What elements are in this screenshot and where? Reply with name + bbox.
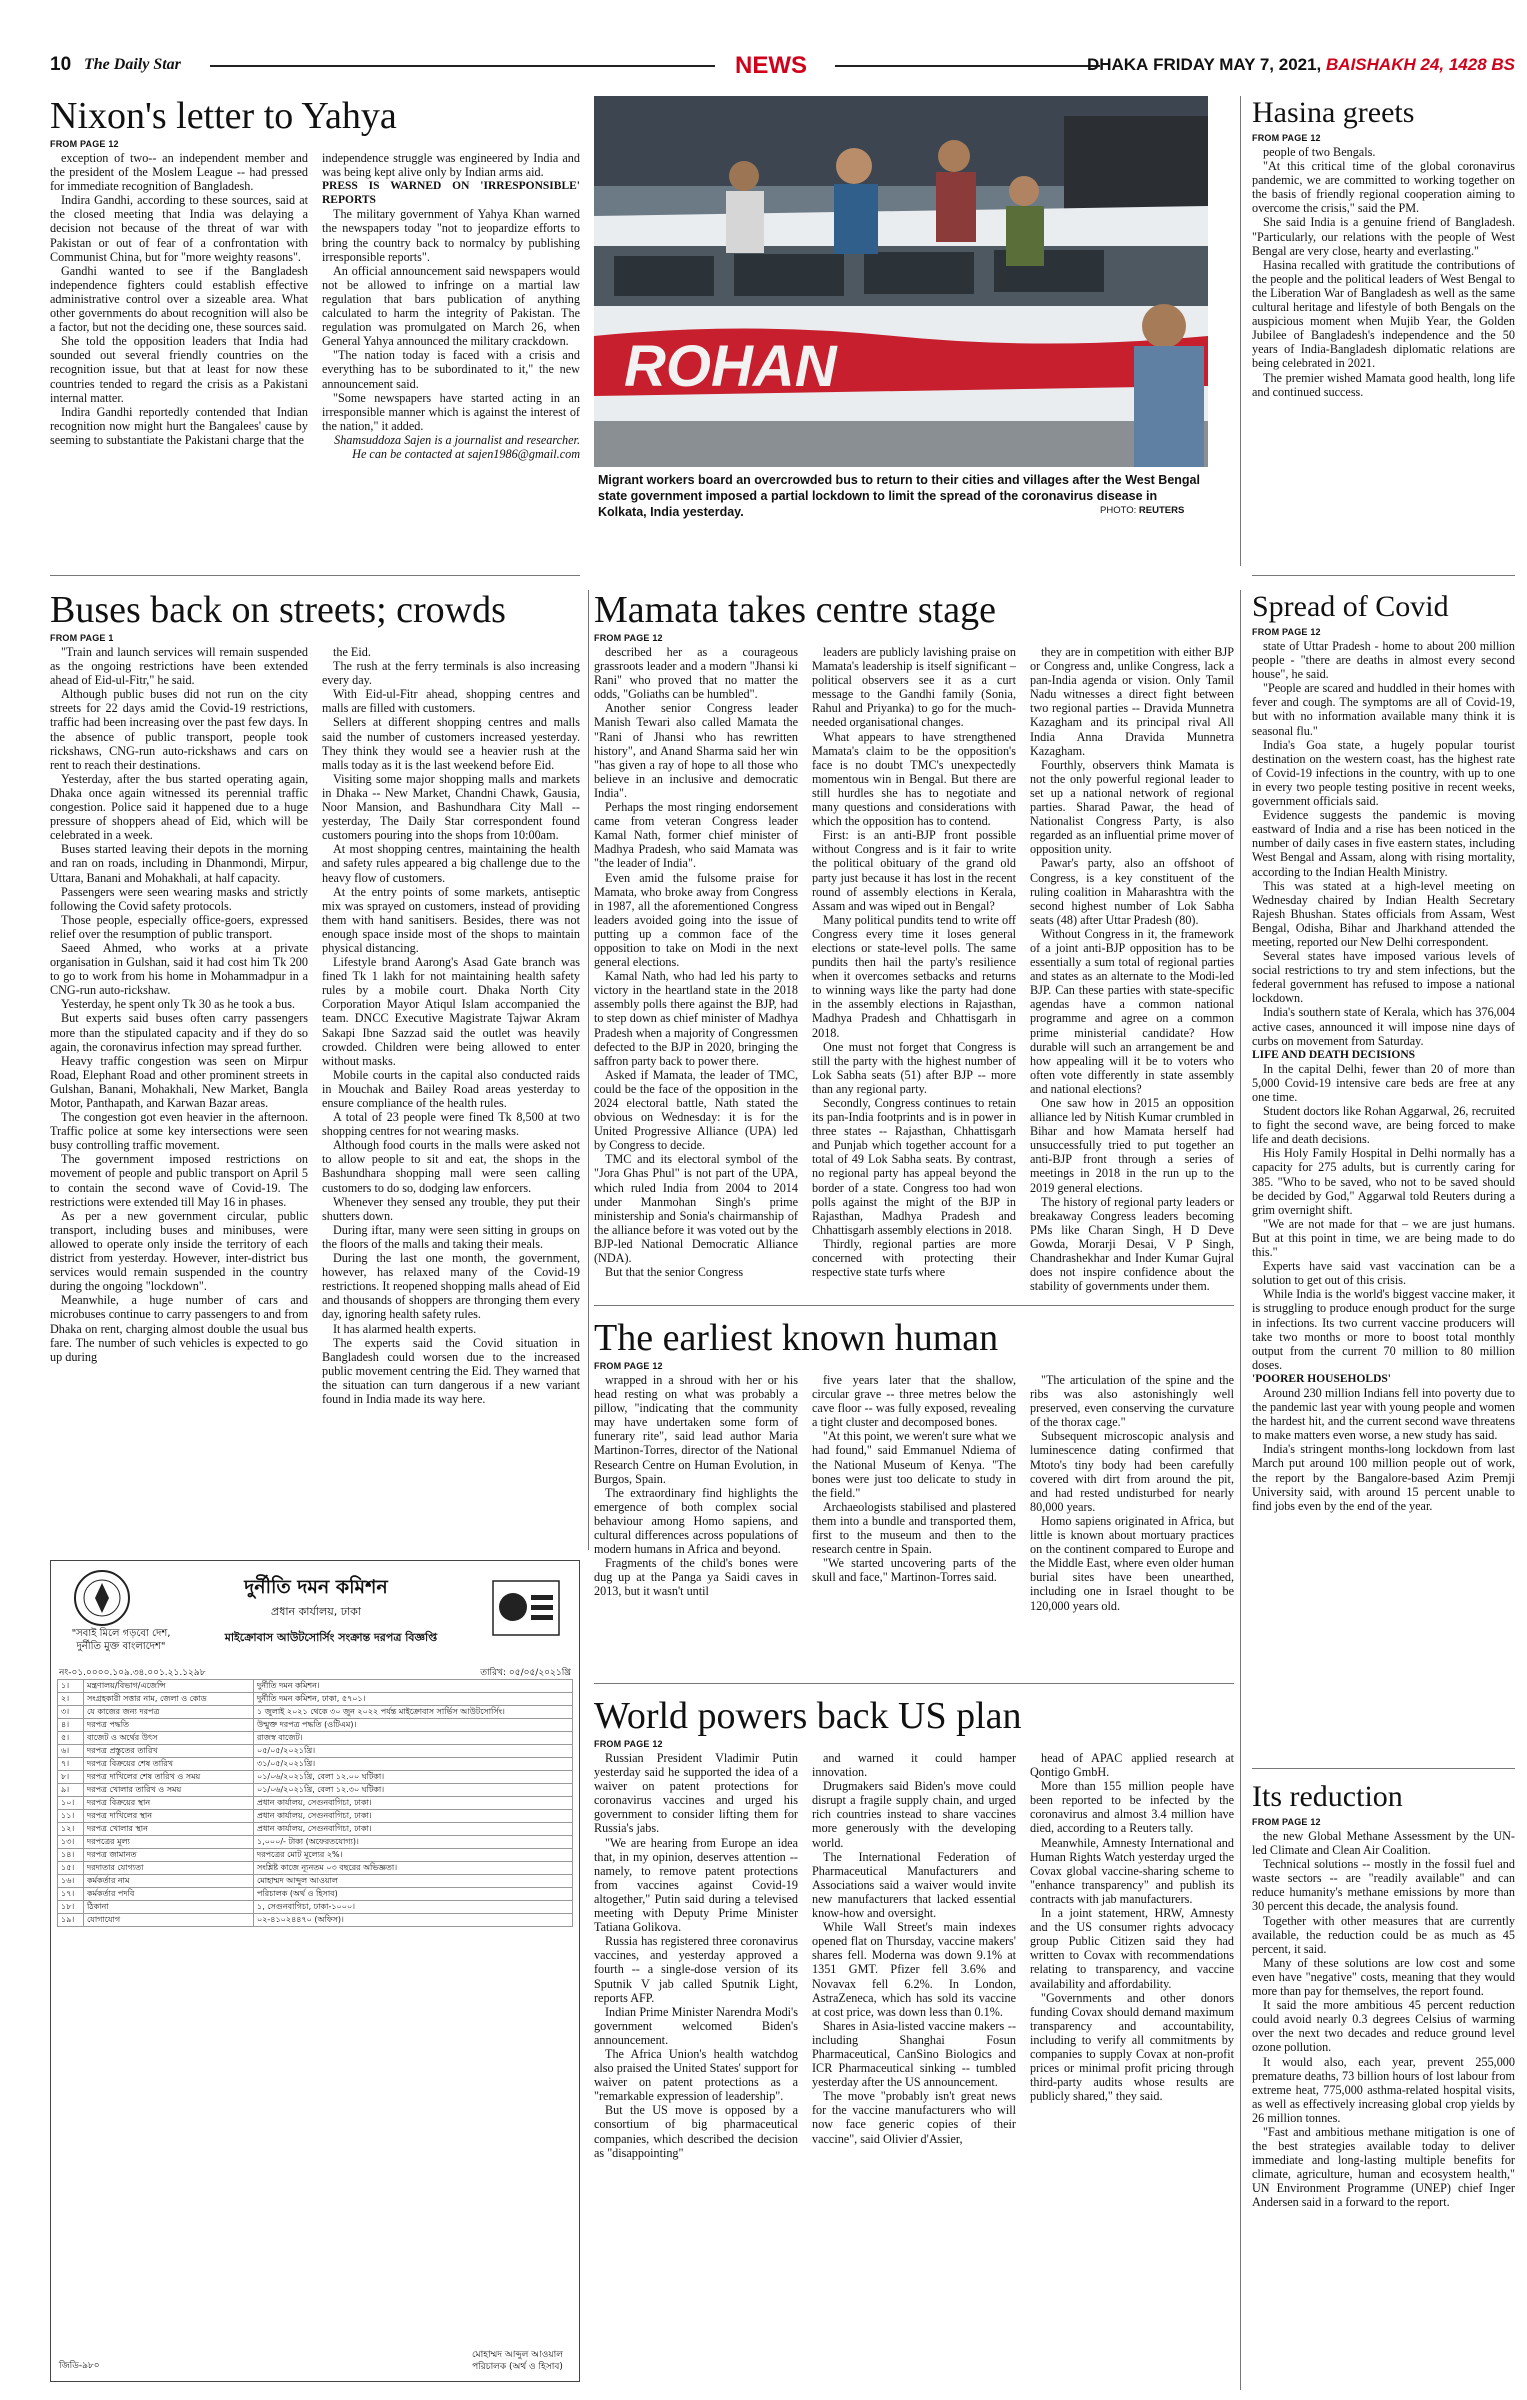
paragraph: Russia has registered three coronavirus vaccines, and yesterday approved a fourth -- a single-dose version of its Sputnik V jab called Sputnik Light, reports AFP. bbox=[594, 1934, 798, 2005]
paragraph: they are in competition with either BJP or Congress and, unlike Congress, lack a pan-India agenda or vision. Only Tamil Nadu witnesses a direct fight between two regional parties -- Dravida Munnetra Kazagham and its principal rival All India Anna Dravida Munnetra Kazagham. bbox=[1030, 645, 1234, 758]
paragraph: With Eid-ul-Fitr ahead, shopping centres and malls are filled with customers. bbox=[322, 687, 580, 716]
paragraph: "Some newspapers have started acting in an irresponsible manner which is against the interest of the nation," it added. bbox=[322, 390, 580, 433]
table-cell: দরপত্র পদ্ধতি bbox=[84, 1719, 254, 1732]
paragraph: Although food courts in the malls were asked not to allow people to sit and eat, the shops in the Bashundhara shopping mall were seen calling customers to do so, dodging law enforcers. bbox=[322, 1138, 580, 1195]
paragraph: Another senior Congress leader Manish Tewari also called Mamata the "Rani of Jhansi who has rewritten history", and Anand Sharma said her win "has given a ray of hope to all those who believe in an inclusive and democratic India". bbox=[594, 701, 798, 800]
from-page: FROM PAGE 12 bbox=[1252, 133, 1321, 143]
paragraph: Lifestyle brand Aarong's Asad Gate branch was fined Tk 1 lakh for not maintaining health safety rules by a mobile court. Dhaka North City Corporation Mayor Atiqul Islam accompanied the team. DNCC Executive Magistrate Tajwar Akram Sakapi Ibne Sazzad said the outlet was heavily crowded. Children were being allowed to enter without masks. bbox=[322, 955, 580, 1068]
paragraph: Meanwhile, Amnesty International and Human Rights Watch yesterday urged the Covax global vaccine-sharing scheme to "enhance transparency" and publish its contracts with jab manufacturers. bbox=[1030, 1835, 1234, 1906]
paragraph: and warned it could hamper innovation. bbox=[812, 1751, 1016, 1780]
paragraph: She told the opposition leaders that India had sounded out several friendly countries on the recognition issue, but that at least for now these countries tended to regard the crisis as a Pakistani internal matter. bbox=[50, 334, 308, 405]
table-cell: প্রধান কার্যালয়, সেগুনবাগিচা, ঢাকা। bbox=[254, 1797, 573, 1810]
article-emissions bbox=[1252, 1780, 1515, 2389]
paragraph: Archaeologists stabilised and plastered them into a bundle and transported them, first to the museum and then to the research centre in Spain. bbox=[812, 1499, 1016, 1557]
masthead-rule-right bbox=[835, 65, 1100, 67]
table-cell: ১৮। bbox=[58, 1901, 84, 1914]
table-cell: দরপত্রের মোট মূল্যের ২%। bbox=[254, 1849, 573, 1862]
divider bbox=[1252, 575, 1515, 576]
table-row bbox=[58, 1914, 573, 1927]
paragraph: The premier wished Mamata good health, long life and continued success. bbox=[1252, 370, 1515, 399]
paragraph: What appears to have strengthened Mamata's claim to be the opposition's face is no doubt TMC's unexpectedly momentous win in Bengal. But there are still hurdles she has to negotiate and many questions and considerations with which the opposition has to contend. bbox=[812, 729, 1016, 829]
paragraph: Gandhi wanted to see if the Bangladesh independence fighters could establish effective administrative control over a sizeable area. What other governments do about recognition will also be a factor, but not the deciding one, these sources said. bbox=[50, 263, 308, 335]
from-page: FROM PAGE 12 bbox=[594, 1739, 663, 1749]
paragraph: While Wall Street's main indexes opened flat on Thursday, vaccine makers' shares fell. Moderna was down 9.1% at 1351 GMT. Pfizer fell 3.6% and Novavax fell 6.2%. In London, AstraZeneca, which has sold its vaccine at cost price, was down less than 0.1%. bbox=[812, 1920, 1016, 2019]
table-cell: ১৬। bbox=[58, 1875, 84, 1888]
paragraph: It has alarmed health experts. bbox=[333, 1321, 477, 1336]
paragraph: five years later that the shallow, circular grave -- three metres below the cave floor -- was fully exposed, revealing a tight cluster and decomposed bones. bbox=[812, 1373, 1016, 1430]
paragraph: exception of two-- an independent member and the president of the Moslem League -- had pressed for immediate recognition of Bangladesh. bbox=[50, 151, 308, 194]
paragraph: During iftar, many were seen sitting in groups on the floors of the malls and taking their meals. bbox=[322, 1222, 580, 1251]
paragraph: Shares in Asia-listed vaccine makers -- including Shanghai Fosun Pharmaceutical, CanSino Biologics and ICR Pharmaceutical sinking -- tumbled yesterday after the US announcement. bbox=[812, 2018, 1016, 2090]
acc-logo-icon bbox=[73, 1569, 131, 1627]
table-cell: ১, সেগুনবাগিচা, ঢাকা-১০০০। bbox=[254, 1901, 573, 1914]
paragraph: head of APAC applied research at Qontigo GmbH. bbox=[1030, 1751, 1234, 1780]
headline: Nixon's letter to Yahya bbox=[50, 95, 397, 137]
article-column bbox=[1252, 1829, 1515, 2389]
paragraph: But that the senior Congress bbox=[605, 1265, 744, 1280]
table-cell: ১১। bbox=[58, 1810, 84, 1823]
table-row bbox=[58, 1732, 573, 1745]
paragraph: As per a new government circular, public transport, including buses and minibuses, were allowed to operate only inside the territory of each district from yesterday. However, inter-district bus services would remain suspended in the country during the ongoing "lockdown". bbox=[50, 1208, 308, 1294]
photo-caption: Migrant workers board an overcrowded bus to return to their cities and villages after the West Bengal state government imposed a partial lockdown to limit the spread of the coronavirus disease in Kolkata, India yesterday. bbox=[598, 473, 1200, 519]
from-page: FROM PAGE 1 bbox=[50, 633, 114, 643]
paragraph: state of Uttar Pradesh - home to about 200 million people - "there are deaths in almost every second house", he said. bbox=[1252, 639, 1515, 682]
table-row bbox=[58, 1680, 573, 1693]
table-cell: দরপত্র দাখিলের শেষ তারিখ ও সময় bbox=[84, 1771, 254, 1784]
paragraph: Subsequent microscopic analysis and luminescence dating confirmed that Mtoto's tiny body had been carefully covered with dirt from around the pit, and had rested undisturbed for nearly 80,000 years. bbox=[1030, 1429, 1234, 1514]
table-cell: দরদাতার যোগ্যতা bbox=[84, 1862, 254, 1875]
paragraph: "We are hearing from Europe an idea that, in my opinion, deserves attention -- namely, to remove patent protections from vaccines against Covid-19 altogether," Putin said during a televised meeting with Deputy Prime Minister Tatiana Golikova. bbox=[594, 1835, 798, 1935]
divider bbox=[1240, 96, 1241, 566]
subhead: 'POORER HOUSEHOLDS' bbox=[1252, 1372, 1391, 1385]
paragraph: Heavy traffic congestion was seen on Mirpur Road, Elephant Road and other prominent streets in Gulshan, Banani, Mohakhali, New Market, Bangla Motor, Panthapath, and Karwan Bazar areas. bbox=[50, 1053, 308, 1110]
ad-signature: মোহাম্মদ আব্দুল আওয়াল পরিচালক (অর্থ ও হিসাব) bbox=[472, 2350, 563, 2372]
paragraph: India's southern state of Kerala, which has 376,004 active cases, announced it will impose nine days of curbs on movement from Saturday. bbox=[1252, 1005, 1515, 1048]
table-cell: মোহাম্মদ আব্দুল আওয়াল bbox=[254, 1875, 573, 1888]
table-cell: ০১/০৬/২০২১খ্রি, বেলা ১২.৩০ ঘটিকা। bbox=[254, 1784, 573, 1797]
paragraph: Even amid the fulsome praise for Mamata, who broke away from Congress in 1987, all the aforementioned Congress leaders avoided going into the issue of putting up a common face of the opposition to take on Modi in the next general elections. bbox=[594, 870, 798, 970]
paragraph: people of two Bengals. bbox=[1263, 145, 1376, 159]
table-cell: ১৩। bbox=[58, 1836, 84, 1849]
page-number: 10 bbox=[50, 54, 72, 75]
table-cell: ০৫/০৫/২০২১খ্রি। bbox=[254, 1745, 573, 1758]
paragraph: The move "probably isn't great news for the vaccine manufacturers who will now face generic copies of their vaccine", said Olivier d'Assier, bbox=[812, 2089, 1016, 2146]
article-buses bbox=[50, 590, 580, 1570]
paragraph: Fourthly, observers think Mamata is not the only powerful regional leader to set up a national network of regional parties. Sharad Pawar, the head of Nationalist Congress Party, is also regarded as an influential prime mover of opposition unity. bbox=[1030, 757, 1234, 857]
paragraph: Homo sapiens originated in Africa, but little is known about mortuary practices on the continent compared to Europe and the Middle East, where even older human burial sites have been unearthed, including one in Israel thought to be 120,000 years old. bbox=[1030, 1513, 1234, 1613]
tender-advertisement bbox=[50, 1560, 580, 2382]
paragraph: Sellers at different shopping centres and malls said the number of customers increased yesterday. They think they would see a heavier rush at the malls today as it is the last weekend before Eid. bbox=[322, 715, 580, 772]
article-column bbox=[50, 151, 308, 591]
paragraph: Drugmakers said Biden's move could disrupt a fragile supply chain, and urged rich countries instead to share vaccines more generously with the developing world. bbox=[812, 1779, 1016, 1850]
paragraph: Many of these solutions are low cost and some even have "negative" costs, meaning that they would more than pay for themselves, the report found. bbox=[1252, 1955, 1515, 1999]
table-row bbox=[58, 1706, 573, 1719]
table-cell: দরপত্র খোলার তারিখ ও সময় bbox=[84, 1784, 254, 1797]
from-page: FROM PAGE 12 bbox=[1252, 1817, 1321, 1827]
table-cell: ৩। bbox=[58, 1706, 84, 1719]
article-column bbox=[1252, 145, 1515, 399]
paragraph: The history of regional party leaders or breakaway Congress leaders becoming PMs like Charan Singh, H D Deve Gowda, Morarji Desai, V P Singh, Chandrashekhar and Inder Kumar Gujral does not inspire confidence about the stability of governments under them. bbox=[1030, 1194, 1234, 1294]
paragraph: Although public buses did not run on the city streets for 22 days amid the Covid-19 restrictions, traffic had been increasing over the past few days. In the absence of public transport, people took rickshaws, CNG-run auto-rickshaws and cars on rent to reach their destinations. bbox=[50, 687, 308, 772]
table-cell: দরপত্র বিক্রয়ের শেষ তারিখ bbox=[84, 1758, 254, 1771]
paragraph: His Holy Family Hospital in Delhi normally has a capacity for 275 adults, but is currently caring for 385. "Who to be saved, who not to be saved should be decided by God," Aggarwal told Reuters during a grim overnight shift. bbox=[1252, 1146, 1515, 1217]
table-cell: ৮। bbox=[58, 1771, 84, 1784]
ad-code: জিডি-৯৮০ bbox=[59, 2361, 100, 2371]
paragraph: Russian President Vladimir Putin yesterday said he supported the idea of a waiver on patent protections for coronavirus vaccines and urged his government to consider lifting them for Russia's jabs. bbox=[594, 1751, 798, 1836]
article-hasina bbox=[1252, 96, 1515, 399]
paragraph: The rush at the ferry terminals is also increasing every day. bbox=[322, 659, 580, 688]
table-cell: কর্মকর্তার পদবি bbox=[84, 1888, 254, 1901]
article-world bbox=[594, 1696, 1234, 2391]
paragraph: leaders are publicly lavishing praise on Mamata's leadership is itself significant – political observers see it as a curt message to the Gandhi family (Sonia, Rahul and Priyanka) to go for the much-needed organisational changes. bbox=[812, 645, 1016, 730]
paragraph: "People are scared and huddled in their homes with fever and cough. The symptoms are all of Covid-19, but with no information available many think it is seasonal flu." bbox=[1252, 681, 1515, 738]
paragraph: Hasina recalled with gratitude the contributions of the people and the political leaders of West Bengal to the Liberation War of Bangladesh as well as the same cultural heritage and lifestyle of both Bengals on the auspicious moment when Mujib Year, the Golden Jubilee of Bangladesh's independence and the 50 years of India-Bangladesh diplomatic relations are being celebrated in 2021. bbox=[1252, 257, 1515, 371]
table-cell: দুর্নীতি দমন কমিশন, ঢাকা, ৫৭০১। bbox=[254, 1693, 573, 1706]
paragraph: Secondly, Congress continues to retain its pan-India footprints and is in power in three states -- Rajasthan, Chhattisgarh and Punjab which together account for a total of 49 Lok Sabha seats. By contrast, no regional party has appeal beyond the border of a state. Congress too had won polls against the might of the BJP in Rajasthan, Madhya Pradesh and Chhattisgarh assembly elections in 2018. bbox=[812, 1096, 1016, 1237]
article-column bbox=[1030, 1373, 1234, 1673]
paragraph: Without Congress in it, the framework of a joint anti-BJP opposition has to be essentially a sum total of regional parties and states as an alternate to the Modi-led BJP. Can these parties with state-specific agendas have a common national programme and agree on a common prime ministerial candidate? How durable will such an arrangement be and how appealing will it be to voters who often vote differently in state assembly and national elections? bbox=[1030, 926, 1234, 1096]
headline: Spread of Covid bbox=[1252, 590, 1449, 623]
table-row bbox=[58, 1719, 573, 1732]
paragraph: It would also, each year, prevent 255,000 premature deaths, 73 billion hours of lost labour from extreme heat, 775,000 asthma-related hospital visits, as well as effectively increasing global crop yields by 26 million tonnes. bbox=[1252, 2054, 1515, 2125]
paragraph: The government imposed restrictions on movement of people and public transport on April 5 to contain the second wave of Covid-19. The restrictions were extended till May 16 in phases. bbox=[50, 1152, 308, 1209]
table-row bbox=[58, 1849, 573, 1862]
paragraph: The extraordinary find highlights the emergence of both complex social behaviour among Homo sapiens, and cultural differences across populations of modern humans in Africa and beyond. bbox=[594, 1485, 798, 1557]
paragraph: This was stated at a high-level meeting on Wednesday chaired by Indian Health Secretary Rajesh Bhushan. States officials from Assam, West Bengal, Odisha, Bihar and Jharkhand attended the meeting, reported our New Delhi correspondent. bbox=[1252, 878, 1515, 949]
ad-reference: নং-০১.০০০০.১০৯.৩৪.০০১.২১.১২৯৮ bbox=[59, 1668, 206, 1678]
paragraph: In the capital Delhi, fewer than 20 of more than 5,000 Covid-19 intensive care beds are free at any one time. bbox=[1252, 1061, 1515, 1104]
from-page: FROM PAGE 12 bbox=[1252, 627, 1321, 637]
mujib-year-badge-icon bbox=[491, 1579, 561, 1637]
table-cell: দুর্নীতি দমন কমিশন। bbox=[254, 1680, 573, 1693]
table-row bbox=[58, 1745, 573, 1758]
article-column bbox=[50, 645, 308, 1570]
paragraph: The International Federation of Pharmaceutical Manufacturers and Associations said a waiver would invite new manufacturers that lacked essential know-how and oversight. bbox=[812, 1849, 1016, 1921]
article-column bbox=[322, 645, 580, 1570]
paragraph: Asked if Mamata, the leader of TMC, could be the face of the opposition in the 2024 electoral battle, Nath stated the obvious on Wednesday: it is for the United Progressive Alliance (UPA) led by Congress to decide. bbox=[594, 1067, 798, 1153]
article-nixon bbox=[50, 96, 580, 591]
table-cell: ১০। bbox=[58, 1797, 84, 1810]
table-cell: মন্ত্রণালয়/বিভাগ/এজেন্সি bbox=[84, 1680, 254, 1693]
ad-subtitle: প্রধান কার্যালয়, ঢাকা bbox=[270, 1605, 361, 1618]
masthead-rule-left bbox=[210, 65, 715, 67]
subhead: PRESS IS WARNED ON 'IRRESPONSIBLE' REPORTS bbox=[322, 180, 580, 207]
paragraph: Technical solutions -- mostly in the fossil fuel and waste sectors -- are "readily available" and can reduce humanity's methane emissions by more than 30 percent this decade, the analysis found. bbox=[1252, 1857, 1515, 1914]
table-cell: ঠিকানা bbox=[84, 1901, 254, 1914]
table-cell: দরপত্র বিক্রয়ের স্থান bbox=[84, 1797, 254, 1810]
table-cell: ১৯। bbox=[58, 1914, 84, 1927]
from-page: FROM PAGE 12 bbox=[594, 633, 663, 643]
table-cell: ১ জুলাই ২০২১ থেকে ৩০ জুন ২০২২ পর্যন্ত মাইক্রোবাস সার্ভিস আউটসোর্সিং। bbox=[254, 1706, 573, 1719]
article-covid bbox=[1252, 590, 1515, 1789]
paragraph: Thirdly, regional parties are more concerned with protecting their respective state turfs where bbox=[812, 1236, 1016, 1280]
paragraph: TMC and its electoral symbol of the "Jora Ghas Phul" is not part of the UPA, which ruled India from 2004 to 2014 under Manmohan Singh's prime ministership and Sonia's chairmanship of the alliance before it was voted out by the BJP-led National Democratic Alliance (NDA). bbox=[594, 1152, 798, 1266]
table-row bbox=[58, 1875, 573, 1888]
photo-credit: PHOTO: REUTERS bbox=[1100, 505, 1185, 516]
table-cell: পরিচালক (অর্থ ও হিসাব) bbox=[254, 1888, 573, 1901]
table-cell: ৫। bbox=[58, 1732, 84, 1745]
paragraph: At most shopping centres, maintaining the health and safety rules appeared a big challenge due to the heavy flow of customers. bbox=[322, 842, 580, 885]
article-column bbox=[812, 1373, 1016, 1673]
paragraph: Mobile courts in the capital also conducted raids in Mouchak and Bailey Road areas yesterday to ensure compliance of the health rules. bbox=[322, 1067, 580, 1110]
divider bbox=[50, 575, 580, 576]
table-cell: ৯। bbox=[58, 1784, 84, 1797]
paragraph: Fragments of the child's bones were dug up at the Panga ya Saidi caves in 2013, but it wasn't until bbox=[594, 1556, 798, 1599]
headline: Hasina greets bbox=[1252, 96, 1415, 129]
table-cell: রাজস্ব বাজেট। bbox=[254, 1732, 573, 1745]
ad-motto: "সবাই মিলে গড়বো দেশ, দুর্নীতি মুক্ত বাংলাদেশ" bbox=[71, 1628, 171, 1652]
paragraph: India's Goa state, a hugely popular tourist destination on the western coast, has the highest rate of Covid-19 infections in the country, with up to one in every two people testing positive in recent weeks, government officials said. bbox=[1252, 737, 1515, 809]
article-column bbox=[594, 1373, 798, 1673]
article-column bbox=[1252, 639, 1515, 1789]
table-row bbox=[58, 1836, 573, 1849]
paragraph: the new Global Methane Assessment by the UN-led Climate and Clean Air Coalition. bbox=[1252, 1829, 1515, 1858]
photo-bus bbox=[594, 96, 1208, 467]
paragraph: More than 155 million people have been reported to be infected by the coronavirus and almost 3.4 million have died, according to a Reuters tally. bbox=[1030, 1779, 1234, 1836]
table-row bbox=[58, 1771, 573, 1784]
table-cell: কর্মকর্তার নাম bbox=[84, 1875, 254, 1888]
paragraph: But experts said buses often carry passengers more than the stipulated capacity and if they do so again, the coronavirus infection may spread further. bbox=[50, 1011, 308, 1054]
paragraph: Yesterday, after the bus started operating again, Dhaka once again witnessed its perennial traffic congestion. Police said it happened due to a huge pressure of shoppers ahead of Eid, which will be celebrated in a week. bbox=[50, 771, 308, 843]
headline: Mamata takes centre stage bbox=[594, 589, 996, 631]
table-cell: ৩১/০৫/২০২১খ্রি। bbox=[254, 1758, 573, 1771]
paragraph: Buses started leaving their depots in the morning and ran on roads, including in Dhanmondi, Mirpur, Uttara, Banani and Mohakhali, at half capacity. bbox=[50, 842, 308, 885]
paragraph: Evidence suggests the pandemic is moving eastward of India and a rise has been noticed in the number of daily cases in five eastern states, including West Bengal and Assam, along with rising mortality, according to the Indian Health Ministry. bbox=[1252, 808, 1515, 879]
paragraph: Perhaps the most ringing endorsement came from veteran Congress leader Kamal Nath, former chief minister of Madhya Pradesh, who said Mamata was "the leader of India". bbox=[594, 800, 798, 871]
table-cell: ১৭। bbox=[58, 1888, 84, 1901]
article-column bbox=[594, 645, 798, 1295]
paragraph: A total of 23 people were fined Tk 8,500 at two shopping centres for not wearing masks. bbox=[322, 1110, 580, 1139]
paragraph: "Governments and other donors funding Covax should demand maximum transparency and accountability, including to verify all commitments by companies to supply Covax at non-profit prices or minimal profit pricing through third-party audits whose results are publicly shared," they said. bbox=[1030, 1990, 1234, 2104]
paragraph: the Eid. bbox=[333, 645, 371, 659]
table-row bbox=[58, 1888, 573, 1901]
divider bbox=[1252, 1768, 1515, 1769]
table-cell: যে কাজের জন্য দরপত্র bbox=[84, 1706, 254, 1719]
paragraph: Whenever they sensed any trouble, they put their shutters down. bbox=[322, 1194, 580, 1223]
ad-heading: মাইক্রোবাস আউটসোর্সিং সংক্রান্ত দরপত্র বিজ্ঞপ্তি bbox=[224, 1631, 438, 1644]
paragraph: "At this point, we weren't sure what we had found," said Emmanuel Ndiema of the National Museum of Kenya. "The bones were just too delicate to study in the field." bbox=[812, 1429, 1016, 1500]
paragraph: It said the more ambitious 45 percent reduction could avoid nearly 0.3 degrees Celsius of warming over the next two decades and reduce ground level ozone pollution. bbox=[1252, 1998, 1515, 2055]
divider bbox=[1240, 590, 1241, 2390]
paragraph: Student doctors like Rohan Aggarwal, 26, recruited to fight the second wave, are being forced to make life and death decisions. bbox=[1252, 1104, 1515, 1147]
dateline: DHAKA FRIDAY MAY 7, 2021, BAISHAKH 24, 1428 BS bbox=[1086, 55, 1515, 74]
section-name: NEWS bbox=[735, 52, 807, 79]
table-cell: ১২। bbox=[58, 1823, 84, 1836]
svg-text:ROHAN: ROHAN bbox=[624, 334, 837, 399]
table-cell: ০২-৪১০২৪৪৭০ (অফিস)। bbox=[254, 1914, 573, 1927]
table-row bbox=[58, 1758, 573, 1771]
paragraph: "The articulation of the spine and the ribs was also astonishingly well preserved, even conserving the curvature of the thorax cage." bbox=[1030, 1373, 1234, 1430]
paragraph: wrapped in a shroud with her or his head resting on what was probably a pillow, "indicating that the community may have undertaken some form of funerary rite", said lead author Maria Martinon-Torres, director of the National Research Centre on Human Evolution, in Burgos, Spain. bbox=[594, 1373, 798, 1486]
table-cell: যোগাযোগ bbox=[84, 1914, 254, 1927]
headline: The earliest known human bbox=[594, 1317, 999, 1359]
headline: Buses back on streets; crowds bbox=[50, 589, 506, 631]
paragraph: "We started uncovering parts of the skull and face," Martinon-Torres said. bbox=[812, 1556, 1016, 1585]
table-cell: দরপত্র দাখিলের স্থান bbox=[84, 1810, 254, 1823]
table-cell: ৭। bbox=[58, 1758, 84, 1771]
table-cell: সংশ্লিষ্ট কাজে ন্যূনতম ০৩ বছরের অভিজ্ঞতা। bbox=[254, 1862, 573, 1875]
paragraph: During the last one month, the government, however, has relaxed many of the Covid-19 restrictions. It reopened shopping malls ahead of Eid and thousands of shoppers are thronging them every day, ignoring health safety rules. bbox=[322, 1251, 580, 1322]
table-cell: ১। bbox=[58, 1680, 84, 1693]
article-column bbox=[1030, 645, 1234, 1295]
paragraph: India's stringent months-long lockdown from last March put around 100 million people out of work, the report by the Bangalore-based Azim Premji University said, with around 15 percent unable to find jobs even by the end of the year. bbox=[1252, 1442, 1515, 1513]
table-cell: বাজেট ও অর্থের উৎস bbox=[84, 1732, 254, 1745]
paragraph: One saw how in 2015 an opposition alliance led by Nitish Kumar crumbled in Bihar and how Mamata herself had unsuccessfully tried to put together an anti-BJP front through a series of meetings in 2018 in the run up to the 2019 general elections. bbox=[1030, 1096, 1234, 1195]
table-cell: ০১/০৬/২০২১খ্রি, বেলা ১২.০০ ঘটিকা। bbox=[254, 1771, 573, 1784]
from-page: FROM PAGE 12 bbox=[50, 139, 119, 149]
article-column bbox=[812, 645, 1016, 1295]
paragraph: "The nation today is faced with a crisis and everything has to be subordinated to it," the new announcement said. bbox=[322, 348, 580, 391]
paragraph: "Fast and ambitious methane mitigation is one of the best strategies available today to deliver immediate and long-lasting multiple benefits for climate, agriculture, human and ecosystem health," UN Environment Programme (UNEP) chief Inger Andersen said in a forward to the report. bbox=[1252, 2124, 1515, 2210]
divider bbox=[588, 590, 589, 1550]
paragraph: "At this critical time of the global coronavirus pandemic, we are committed to working together on the basis of friendly regional cooperation aiming to overcome the crisis," said the PM. bbox=[1252, 159, 1515, 216]
article-human bbox=[594, 1318, 1234, 1673]
paragraph: "Train and launch services will remain suspended as the ongoing restrictions have been extended ahead of Eid-ul-Fitr," he said. bbox=[50, 645, 308, 688]
bus-photo-illustration bbox=[594, 96, 1208, 467]
table-cell: ৬। bbox=[58, 1745, 84, 1758]
paragraph: She said India is a genuine friend of Bangladesh. "Particularly, our relations with the people of West Bengal are very close, hearty and everlasting." bbox=[1252, 215, 1515, 258]
table-cell: ১,০০০/- টাকা (অফেরতযোগ্য)। bbox=[254, 1836, 573, 1849]
paragraph: At the entry points of some markets, antiseptic mix was sprayed on customers, instead of providing them with hand sanitisers. Besides, there was not enough space inside most of the shops to maintain physical distancing. bbox=[322, 884, 580, 955]
paragraph: An official announcement said newspapers would not be allowed to infringe on a martial law regulation that bars publication of anything calculated to harm the integrity of Pakistan. The regulation was promulgated on March 26, when General Yahya announced the military crackdown. bbox=[322, 263, 580, 349]
paragraph: Saeed Ahmed, who works at a private organisation in Gulshan, said it had cost him Tk 200 to go to work from his home in Mohammadpur in a CNG-run auto-rickshaw. bbox=[50, 940, 308, 998]
table-row bbox=[58, 1901, 573, 1914]
table-cell: দরপত্র খোলার স্থান bbox=[84, 1823, 254, 1836]
paragraph: Around 230 million Indians fell into poverty due to the pandemic last year with young people and women the hardest hit, and the current second wave threatens to make matters even worse, a new study has said. bbox=[1252, 1385, 1515, 1443]
ad-date: তারিখ: ০৫/০৫/২০২১খ্রি bbox=[480, 1668, 571, 1678]
paragraph: Passengers were seen wearing masks and strictly following the Covid safety protocols. bbox=[50, 884, 308, 913]
byline: Shamsuddoza Sajen is a journalist and researcher. He can be contacted at sajen1986@gmail.com bbox=[334, 432, 580, 461]
table-row bbox=[58, 1823, 573, 1836]
paragraph: The congestion got even heavier in the afternoon. Traffic police at some key intersections were seen busy controlling traffic movement. bbox=[50, 1110, 308, 1153]
table-cell: প্রধান কার্যালয়, সেগুনবাগিচা, ঢাকা। bbox=[254, 1823, 573, 1836]
paragraph: Several states have imposed various levels of social restrictions to try and stem infections, but the federal government has refused to impose a national lockdown. bbox=[1252, 949, 1515, 1006]
article-mamata bbox=[594, 590, 1234, 1295]
paragraph: Indian Prime Minister Narendra Modi's government welcomed Biden's announcement. bbox=[594, 2004, 798, 2047]
paragraph: Meanwhile, a huge number of cars and microbuses continue to carry passengers to and from Dhaka on rent, charging almost double the usual bus fare. The number of such vehicles is expected to go up during bbox=[50, 1293, 308, 1364]
table-row bbox=[58, 1693, 573, 1706]
subhead: LIFE AND DEATH DECISIONS bbox=[1252, 1048, 1416, 1061]
table-row bbox=[58, 1797, 573, 1810]
table-cell: সংগ্রহকারী সত্তার নাম, জেলা ও কোড bbox=[84, 1693, 254, 1706]
table-row bbox=[58, 1784, 573, 1797]
paragraph: Pawar's party, also an offshoot of Congress, is a key constituent of the ruling coalition in Maharashtra with the second highest number of Lok Sabha seats (48) after Uttar Pradesh (80). bbox=[1030, 856, 1234, 927]
article-column bbox=[594, 1751, 798, 2391]
article-column bbox=[322, 151, 580, 591]
from-page: FROM PAGE 12 bbox=[594, 1361, 663, 1371]
paragraph: Experts have said vast vaccination can be a solution to get out of this crisis. bbox=[1252, 1259, 1515, 1288]
table-cell: প্রধান কার্যালয়, সেগুনবাগিচা, ঢাকা। bbox=[254, 1810, 573, 1823]
paragraph: One must not forget that Congress is still the party with the highest number of Lok Sabha seats (51) after BJP -- more than any regional party. bbox=[812, 1039, 1016, 1096]
paragraph: Many political pundits tend to write off Congress every time it loses general elections or state-level polls. The same pundits then hail the party's resilience when it overcomes setbacks and returns to winning ways like the party had done in the assembly elections in Rajasthan, Madhya Pradesh and Chhattisgarh in 2018. bbox=[812, 912, 1016, 1040]
table-cell: দরপত্র প্রস্তুতের তারিখ bbox=[84, 1745, 254, 1758]
table-cell: উন্মুক্ত দরপত্র পদ্ধতি (ওটিএম)। bbox=[254, 1719, 573, 1732]
masthead bbox=[50, 52, 1515, 78]
paragraph: described her as a courageous grassroots leader and a modern "Jhansi ki Rani" who proved that no matter the odds, "Goliaths can be humbled". bbox=[594, 645, 798, 702]
table-cell: ২। bbox=[58, 1693, 84, 1706]
paper-name: The Daily Star bbox=[84, 56, 181, 73]
paragraph: First: is an anti-BJP front possible without Congress and is it fair to write the political obituary of the grand old party just because it has lost in the recent round of assembly elections in Kerala, Assam and was wiped out in Bengal? bbox=[812, 828, 1016, 913]
headline: Its reduction bbox=[1252, 1780, 1403, 1813]
paragraph: The military government of Yahya Khan warned the newspapers today "not to jeopardize efforts to bring the country back to normalcy by publishing irresponsible reports". bbox=[322, 207, 580, 264]
table-cell: ১৫। bbox=[58, 1862, 84, 1875]
paragraph: Indira Gandhi, according to these sources, said at the closed meeting that India was delaying a decision not because of the threat of war with Pakistan or out of fear of a confrontation with Communist China, but for "more weighty reasons". bbox=[50, 193, 308, 264]
paragraph: Kamal Nath, who had led his party to victory in the heartland state in the 2018 assembly polls there against the BJP, had to step down as chief minister of Madhya Pradesh when a majority of Congressmen defected to the BJP in 2020, bringing the saffron party back to power there. bbox=[594, 969, 798, 1068]
table-cell: দরপত্র জামানত bbox=[84, 1849, 254, 1862]
paragraph: Those people, especially office-goers, expressed relief over the resumption of public transport. bbox=[50, 912, 308, 941]
paragraph: But the US move is opposed by a consortium of big pharmaceutical companies, which described the decision as "disappointing" bbox=[594, 2103, 798, 2160]
ad-table bbox=[57, 1679, 573, 1927]
table-cell: ৪। bbox=[58, 1719, 84, 1732]
article-column bbox=[1030, 1751, 1234, 2391]
paragraph: "We are not made for that – we are just humans. But at this point in time, we are being made to do this." bbox=[1252, 1216, 1515, 1260]
headline: World powers back US plan bbox=[594, 1695, 1022, 1737]
divider bbox=[594, 1305, 1234, 1306]
paragraph: Visiting some major shopping malls and markets in Dhaka -- New Market, Chandni Chawk, Gausia, Noor Mansion, and Bashundhara City Mall -- yesterday, The Daily Star correspondent found customers pouring into the shops from 10:00am. bbox=[322, 771, 580, 843]
paragraph: The experts said the Covid situation in Bangladesh could worsen due to the increased public movement centring the Eid. They warned that the situation can turn dangerous if a new variant found in India made its way here. bbox=[322, 1335, 580, 1406]
paragraph: While India is the world's biggest vaccine maker, it is struggling to produce enough product for the surge in infections. Its two current vaccine producers will take two months or more to boost total monthly output from the current 70 million to 80 million doses. bbox=[1252, 1287, 1515, 1372]
article-column bbox=[812, 1751, 1016, 2391]
table-row bbox=[58, 1862, 573, 1875]
paragraph: Yesterday, he spent only Tk 30 as he took a bus. bbox=[61, 997, 296, 1012]
paragraph: In a joint statement, HRW, Amnesty and the US consumer rights advocacy group Public Citizen said they had written to Covax with recommendations relating to transparency, and vaccine availability and affordability. bbox=[1030, 1906, 1234, 1991]
table-cell: ১৪। bbox=[58, 1849, 84, 1862]
table-cell: দরপত্রের মূল্য bbox=[84, 1836, 254, 1849]
paragraph: Together with other measures that are currently available, the reduction could be as much as 45 percent, it said. bbox=[1252, 1913, 1515, 1956]
table-row bbox=[58, 1810, 573, 1823]
paragraph: Indira Gandhi reportedly contended that Indian recognition now might hurt the Bangalees' cause by seeming to substantiate the Pakistani charge that the bbox=[50, 404, 308, 447]
paragraph: The Africa Union's health watchdog also praised the United States' support for waiver on patent protections as a "remarkable expression of leadership". bbox=[594, 2046, 798, 2104]
ad-title: দুর্নীতি দমন কমিশন bbox=[244, 1576, 388, 1598]
divider bbox=[594, 1683, 1234, 1684]
paragraph: independence struggle was engineered by India and was being kept alive only by Indian arms aid. bbox=[322, 151, 580, 180]
